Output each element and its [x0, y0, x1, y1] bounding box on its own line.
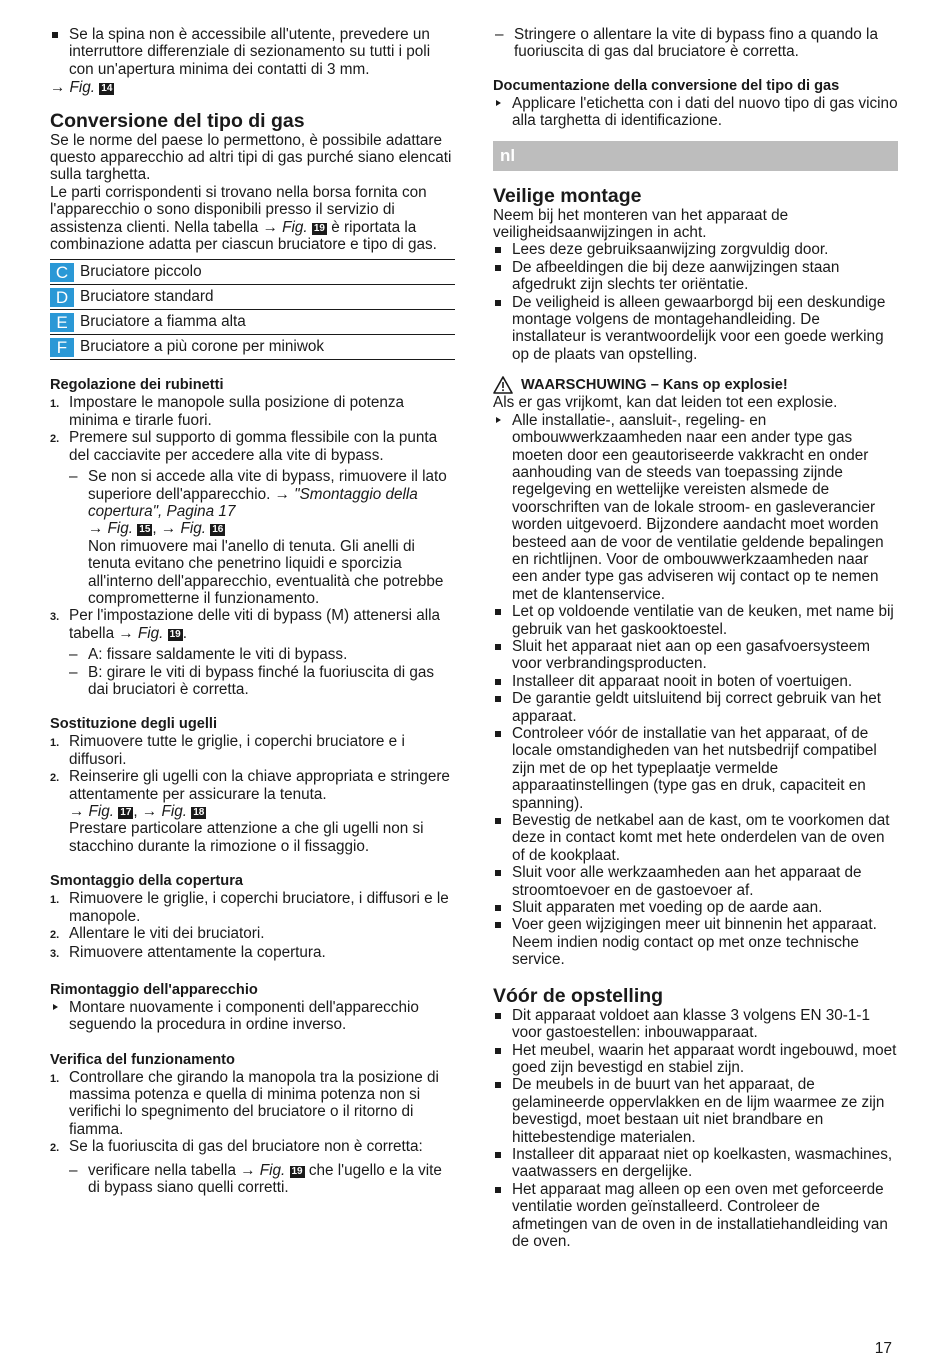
list-item: Installeer dit apparaat niet op koelkasten, wasmachines, vaatwassers en dergelijke.: [493, 1146, 898, 1181]
paragraph: Als er gas vrijkomt, kan dat leiden tot een explosie.: [493, 394, 838, 412]
list-item: Installeer dit apparaat nooit in boten of voertuigen.: [493, 673, 898, 690]
list-item: 2. Premere sul supporto di gomma flessibile con la punta del cacciavite per accedere alla vite di bypass.: [50, 429, 438, 464]
list-item: Sluit apparaten met voeding op de aarde aan.: [493, 899, 898, 916]
page-number: 17: [874, 1340, 892, 1357]
list-item: 3. Per l'impostazione delle viti di bypass (M) attenersi alla tabella → Fig. 19 .: [50, 607, 441, 642]
list-item: – B: girare le viti di bypass finché la fuoriuscita di gas dai bruciatori è corretta.: [69, 663, 435, 698]
list-item: De meubels in de buurt van het apparaat, de gelamineerde oppervlakken en de lijm waarmee ze zijn bevestigd, moet bestaan uit niet brandbare en hittebestendige materialen.: [493, 1076, 898, 1146]
list-item: Alle installatie-, aansluit-, regeling- en ombouwwerkzaamheden naar een ander type gas moeten door een geautoriseerde vakkracht en onder aanhouding van de steeds van toepassing zijnde regelgeving en wettelijke vereisten alsmede de voorschriften van de lokale stroom- en gasleverancier worden uitgevoerd. Bijzondere aandacht moet worden besteed aan de voor de ventilatie geldende bepalingen en richtlijnen. Voor de ombouwwerkzaamheden naar een ander type gas adviseren wij contact op te nemen met de klantenservice.: [493, 412, 898, 603]
list-item: De afbeeldingen die bij deze aanwijzingen staan afgedrukt zijn slechts ter oriëntatie.: [493, 259, 898, 294]
subsection-title: Rimontaggio dell'apparecchio: [50, 981, 258, 998]
arrow-right-icon: →: [69, 803, 85, 820]
arrow-right-icon: →: [50, 79, 66, 97]
list-item: Controleer vóór de installatie van het apparaat, of de locale omstandigheden van het nutsbedrijf compatibel zijn met de op het typeplaatje vermelde apparaatinstellingen (type gas en druk, capaciteit en spanning).: [493, 725, 898, 812]
list-item: Se la spina non è accessibile all'utente, prevedere un interruttore differenziale di sezionamento su tutti i poli con un'apertura minima dei contatti di 3 mm.: [50, 26, 455, 78]
arrow-right-icon: →: [160, 520, 177, 538]
list-item: Het meubel, waarin het apparaat wordt ingebouwd, moet goed zijn bevestigd en stabiel zijn.: [493, 1042, 898, 1077]
table-row: C Bruciatore piccolo: [50, 260, 455, 285]
list-item: Bevestig de netkabel aan de kast, om te voorkomen dat deze in contact komt met hete onderdelen van de oven of de kookplaat.: [493, 812, 898, 864]
list-item: – A: fissare saldamente le viti di bypass.: [69, 646, 348, 664]
section-title: Vóór de opstelling: [493, 984, 664, 1007]
list-item: 2. Se la fuoriuscita di gas del bruciatore non è corretta:: [50, 1138, 423, 1156]
list-item: Montare nuovamente i componenti dell'apparecchio seguendo la procedura in ordine inverso.: [50, 999, 455, 1034]
list-item: 1. Rimuovere tutte le griglie, i coperchi bruciatore e i diffusori.: [50, 733, 405, 768]
list-item: – verificare nella tabella → Fig. 19 che l'ugello e la vite di bypass siano quelli corretti.: [69, 1161, 442, 1197]
burner-letter: C: [50, 263, 74, 282]
list-item: – Se non si accede alla vite di bypass, rimuovere il lato superiore dell'apparecchio. → "Smontaggio della copertura", Pagina 17 → Fig. 15 , → Fig. 16 Non rimuovere mai l'anello di tenuta. Gli anelli di tenuta evitano che penetrino liquidi e sporcizia all'interno dell'apparecchio, eventualità che potrebbe comprometterne il funzionamento.: [69, 468, 447, 607]
list-item: Let op voldoende ventilatie van de keuken, met name bij gebruik van het gaskooktoestel.: [493, 603, 898, 638]
subsection-title: Documentazione della conversione del tipo di gas: [493, 77, 840, 94]
list-item: De garantie geldt uitsluitend bij correct gebruik van het apparaat.: [493, 690, 898, 725]
list-item: 2. Reinserire gli ugelli con la chiave appropriata e stringere attentamente per assicurare la tenuta. → Fig. 17 , → Fig. 18 Prestare particolare attenzione a che gli ugelli non si stacchino durante la rimozione o il fissaggio.: [50, 768, 450, 855]
paragraph: Neem bij het monteren van het apparaat de veiligheidsaanwijzingen in acht.: [493, 206, 789, 242]
warning-triangle-icon: [493, 376, 513, 394]
burner-letter: F: [50, 338, 74, 357]
subsection-title: Smontaggio della copertura: [50, 873, 243, 890]
warning-heading: WAARSCHUWING – Kans op explosie!: [493, 376, 898, 394]
list-item: De veiligheid is alleen gewaarborgd bij een deskundige montage volgens de montagehandleiding. De installateur is verantwoordelijk voor een goede werking op de plaats van opstelling.: [493, 294, 898, 364]
paragraph: Se le norme del paese lo permettono, è possibile adattare questo apparecchio ad altri tipi di gas purché siano elencati sulla targhetta.: [50, 131, 452, 184]
arrow-right-icon: →: [141, 803, 158, 820]
list-item: 3. Rimuovere attentamente la copertura.: [50, 944, 326, 962]
arrow-right-icon: →: [262, 218, 278, 236]
list-item: Het apparaat mag alleen op een oven met geforceerde ventilatie worden geïnstalleerd. Controleer de afmetingen van de oven in de installatiehandleiding van de oven.: [493, 1181, 898, 1251]
burner-letter: E: [50, 313, 74, 332]
section-title: Veilige montage: [493, 184, 642, 207]
right-column: [493, 26, 898, 1250]
list-item: Sluit het apparaat niet aan op een gasafvoersysteem voor verbrandingsproducten.: [493, 638, 898, 673]
fig-reference: → Fig. 14: [50, 79, 113, 97]
arrow-right-icon: →: [118, 624, 134, 642]
arrow-right-icon: →: [88, 520, 104, 538]
list-item: Voer geen wijzigingen meer uit binnenin het apparaat. Neem indien nodig contact op met onze technische service.: [493, 916, 898, 968]
list-item: Dit apparaat voldoet aan klasse 3 volgens EN 30-1-1 voor gastoestellen: inbouwapparaat.: [493, 1007, 898, 1042]
section-title: Conversione del tipo di gas: [50, 109, 305, 132]
paragraph: Le parti corrispondenti si trovano nella borsa fornita con l'apparecchio o sono disponibili presso il servizio di assistenza clienti. Nella tabella → Fig. 19 è riportata la combinazione adatta per ciascun bruciatore e tipo di gas.: [50, 183, 437, 254]
burner-letter: D: [50, 288, 74, 307]
list-item: 1. Controllare che girando la manopola tra la posizione di massima potenza e quella di minima potenza non si verifichi lo spegnimento del bruciatore o il ritorno di fiamma.: [50, 1068, 439, 1138]
list-item: Lees deze gebruiksaanwijzing zorgvuldig door.: [493, 241, 898, 258]
table-row: E Bruciatore a fiamma alta: [50, 310, 455, 335]
subsection-title: Regolazione dei rubinetti: [50, 377, 224, 394]
list-item: 1. Rimuovere le griglie, i coperchi bruciatore, i diffusori e le manopole.: [50, 890, 449, 925]
burner-table: [50, 259, 455, 360]
language-bar: nl: [493, 141, 898, 171]
arrow-right-icon: →: [274, 485, 290, 503]
table-row: F Bruciatore a più corone per miniwok: [50, 335, 455, 360]
subsection-title: Sostituzione degli ugelli: [50, 716, 218, 733]
list-item: 1. Impostare le manopole sulla posizione di potenza minima e tirarle fuori.: [50, 394, 405, 429]
list-item: 2. Allentare le viti dei bruciatori.: [50, 925, 265, 943]
list-item: Sluit voor alle werkzaamheden aan het apparaat de stroomtoevoer en de gastoevoer af.: [493, 864, 898, 899]
subsection-title: Verifica del funzionamento: [50, 1051, 235, 1068]
table-row: D Bruciatore standard: [50, 285, 455, 310]
left-column: [50, 26, 455, 1197]
list-item: Applicare l'etichetta con i dati del nuovo tipo di gas vicino alla targhetta di identificazione.: [493, 95, 898, 130]
list-item: – Stringere o allentare la vite di bypass fino a quando la fuoriuscita di gas dal bruciatore è corretta.: [495, 26, 878, 61]
arrow-right-icon: →: [240, 1161, 256, 1179]
